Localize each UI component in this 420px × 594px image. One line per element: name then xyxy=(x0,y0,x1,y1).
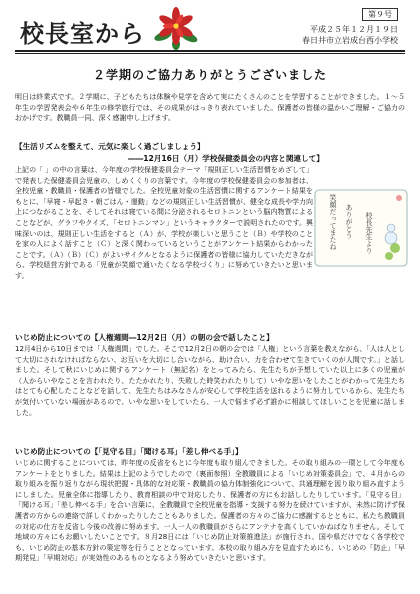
main-heading: ２学期のご協力ありがとうございました xyxy=(92,68,327,82)
section2-body: 12月4日から10日までは「人権週間」でした。そこで12月2日の朝の会では「人権」という言葉を教えながら、「人は人として大切にされなければならない、お互いを大切にし合いながら、助け合い、力を合わせて生きていくのが人間です。」と話しました。そして秋にいじめに関するアンケート（無記名）をとってみたら、先生たちが予想していた以上に多くの児童が（人からいやなことを言われたり、たたかれたり、失敗した時笑われたりして）いやな思いをしたことがわかって先生たちはとても心配したことなどを話して、先生たちはみなさんが安心して学校生活を送れるように努力しているから、先生たちが気付いていない場面があるので、いやな思いをしていたら、一人で悩まず必ず誰かに相談してほしいことを児童に話しました。 xyxy=(15,345,405,417)
page-title: 校長室から xyxy=(20,19,145,48)
section1-body: 上記の「 」の中の言葉は、今年度の学校保健委員会テーマ「規則正しい生活習慣をめざして」で発表した保健委員会児童の、しめくくりの言葉です。今年度の学校保健委員会の参加者は、全校児童・教職員・保護者の皆様でした。全校児童対象の生活習慣に関するアンケート結果をもとに、「早寝・早起き・朝ごはん・運動」などの規則正しい生活習慣が、健全な成長や学力向上につながることを、そしてそれは寝ている間に分泌されるセロトニンという脳内物質によることなどが、グラフやクイズ、「セロトニンマン」というキャラクターで説明されたのです。興味深いのは、規則正しい生活をすると（Ａ）が、学校が楽しいと思うこと（Ｂ）や学校のことを家の人によく話すこと（Ｃ）と深く関わっているということがアンケート結果からわかったことです。（Ａ）（Ｂ）（Ｃ）がよいサイクルとなるように保護者の皆様に協力していただきながら、学校経営方針である「児童が笑顔で通いたくなる学校づくり」に努めていきたいと思います。 xyxy=(15,166,313,280)
header-divider-thin xyxy=(15,53,405,54)
section2-title: いじめ防止についての【人権週間―12月2日（月）の朝の会で話したこと】 xyxy=(15,333,274,342)
publish-date: 平成２５年１２月１９日 xyxy=(310,25,398,34)
issue-number: 第９号 xyxy=(362,8,398,21)
greeting-card-text-1: 笑顔だってまたね xyxy=(329,194,337,250)
greeting-card-text-3: 校長先生より xyxy=(365,212,373,254)
header-divider xyxy=(15,50,405,52)
section3-title: いじめ防止についての【「見守る目」「聞ける耳」「差し伸べる手」】 xyxy=(15,447,243,456)
greeting-card-text-2: ありがとう xyxy=(345,204,353,239)
intro-paragraph: 明日は終業式です。２学期に、子どもたちは体験や見学を含めて実にたくさんのことを学習することができました。１～５年生の学習発表会や６年生の修学旅行では、その成果がはっきり表れていました。保護者の皆様の温かいご理解・ご協力のおかげです。教職員一同、深く感謝申し上げます。 xyxy=(15,93,405,123)
section1-subtitle: ――12月16日（月）学校保健委員会の内容と関連して】 xyxy=(128,154,324,163)
school-name: 春日井市立岩成台西小学校 xyxy=(302,36,398,45)
poinsettia-icon xyxy=(153,6,199,50)
section1-title: 【生活リズムを整えて、元気に楽しく過ごしましょう】 xyxy=(15,142,205,151)
section3-body: いじめに関することについては、昨年度の反省をもとに今年度も取り組んできました。その取り組みの一環として今年度もアンケートをとりました。結果は上記のようでしたので（裏面参照）全教職員による「いじめ対策委員会」で、４月からの取り組みを振り返りながら現状把握・具体的な対応策・教職員の協力体制強化について、共通理解を図り取り組み直すようにしました。児童全体に指導したり、教育相談の中で対応したり、保護者の方にもお話ししたりしています。「見守る目」「聞ける耳」「差し伸べる手」を合い言葉に、全教職員で全校児童を指導・支援する努力を続けていますが、未然に防げず保護者の方からの連絡で詳しくわかったりしたこともありました。保護者の方々のご協力に感謝するとともに、私たち教職員の対応の仕方を反省し今後の改善に努めます。一人一人の教職員がさらにアンテナを高くしていかねばなりません。そして地域の方々にもお願いしたいことです。８月28日には「いじめ防止対策推進法」が施行され、国や県だけでなく各学校でも、いじめ防止の基本方針の策定等を行うこととなっています。本校の取り組み方を見直すためにも、いじめの「防止」「早期発見」「早期対応」が実効性のあるものとなるよう努めていきたいと思います。 xyxy=(15,459,405,563)
